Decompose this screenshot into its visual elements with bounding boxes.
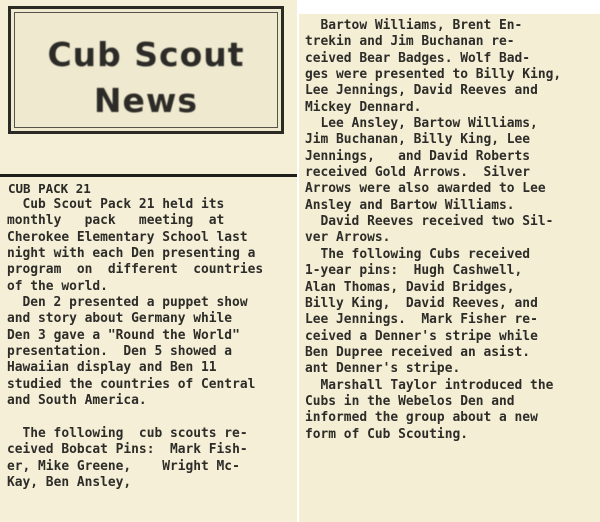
text-line: ceived a Denner's stripe while	[305, 328, 538, 344]
text-line: received Gold Arrows. Silver	[305, 165, 531, 181]
text-line: program on different countries	[7, 262, 264, 278]
text-line: Ben Dupree received an asist.	[305, 344, 531, 360]
text-line: studied the countries of Central	[7, 376, 256, 392]
text-line: trekin and Jim Buchanan re-	[305, 34, 515, 50]
text-line: Hawaiian display and Ben 11	[7, 360, 217, 376]
text-line: Ansley and Bartow Williams.	[305, 197, 515, 213]
text-line: night with each Den presenting a	[7, 246, 256, 262]
text-line: Kay, Ben Ansley,	[7, 474, 132, 490]
text-line: 1-year pins: Hugh Cashwell,	[305, 263, 523, 279]
text-line: Cubs in the Webelos Den and	[305, 393, 515, 409]
text-line: monthly pack meeting at	[7, 213, 225, 229]
text-line: ges were presented to Billy King,	[305, 67, 562, 83]
masthead-title-line2: News	[93, 81, 199, 120]
text-line: Den 3 gave a "Round the World"	[7, 327, 240, 343]
text-line: presentation. Den 5 showed a	[7, 344, 233, 360]
text-line: Lee Ansley, Bartow Williams,	[320, 116, 538, 132]
text-line: Arrows were also awarded to Lee	[305, 181, 546, 197]
text-line: ver Arrows.	[305, 230, 391, 246]
text-line: Marshall Taylor introduced the	[320, 377, 554, 393]
text-line: Jennings, and David Roberts	[305, 148, 531, 164]
text-line: er, Mike Greene, Wright Mc-	[7, 458, 240, 474]
text-line: Jim Buchanan, Billy King, Lee	[305, 132, 531, 148]
text-line: Billy King, David Reeves, and	[305, 295, 538, 311]
text-line: informed the group about a new	[305, 410, 538, 426]
text-line: Cub Scout Pack 21 held its	[22, 197, 225, 212]
text-line: The following cub scouts re-	[22, 425, 248, 441]
text-line: Bartow Williams, Brent En-	[320, 18, 523, 33]
text-line: and story about Germany while	[7, 311, 233, 327]
text-line: and South America.	[7, 393, 147, 409]
text-line: ceived Bear Badges. Wolf Bad-	[305, 50, 531, 66]
article-text-left	[7, 197, 293, 491]
text-line: ceived Bobcat Pins: Mark Fish-	[7, 442, 248, 458]
text-line: Cherokee Elementary School last	[7, 229, 248, 245]
text-line: Lee Jennings. Mark Fisher re-	[305, 312, 538, 328]
text-line: David Reeves received two Sil-	[320, 214, 554, 230]
article-text-right	[305, 18, 597, 443]
text-line: Alan Thomas, David Bridges,	[305, 279, 515, 295]
text-line: of the world.	[7, 278, 108, 294]
text-line: Mickey Dennard.	[305, 99, 422, 115]
text-line: The following Cubs received	[320, 246, 531, 262]
text-line: Lee Jennings, David Reeves and	[305, 83, 538, 99]
masthead-box	[8, 6, 284, 134]
masthead-title-line1: Cub Scout	[47, 35, 245, 74]
text-line: ant Denner's stripe.	[305, 361, 461, 377]
left-column	[0, 0, 297, 522]
text-line: form of Cub Scouting.	[305, 426, 468, 442]
text-line	[7, 409, 293, 425]
text-line: Den 2 presented a puppet show	[22, 295, 248, 311]
article-heading: CUB PACK 21	[8, 181, 91, 196]
section-rule	[0, 174, 297, 177]
